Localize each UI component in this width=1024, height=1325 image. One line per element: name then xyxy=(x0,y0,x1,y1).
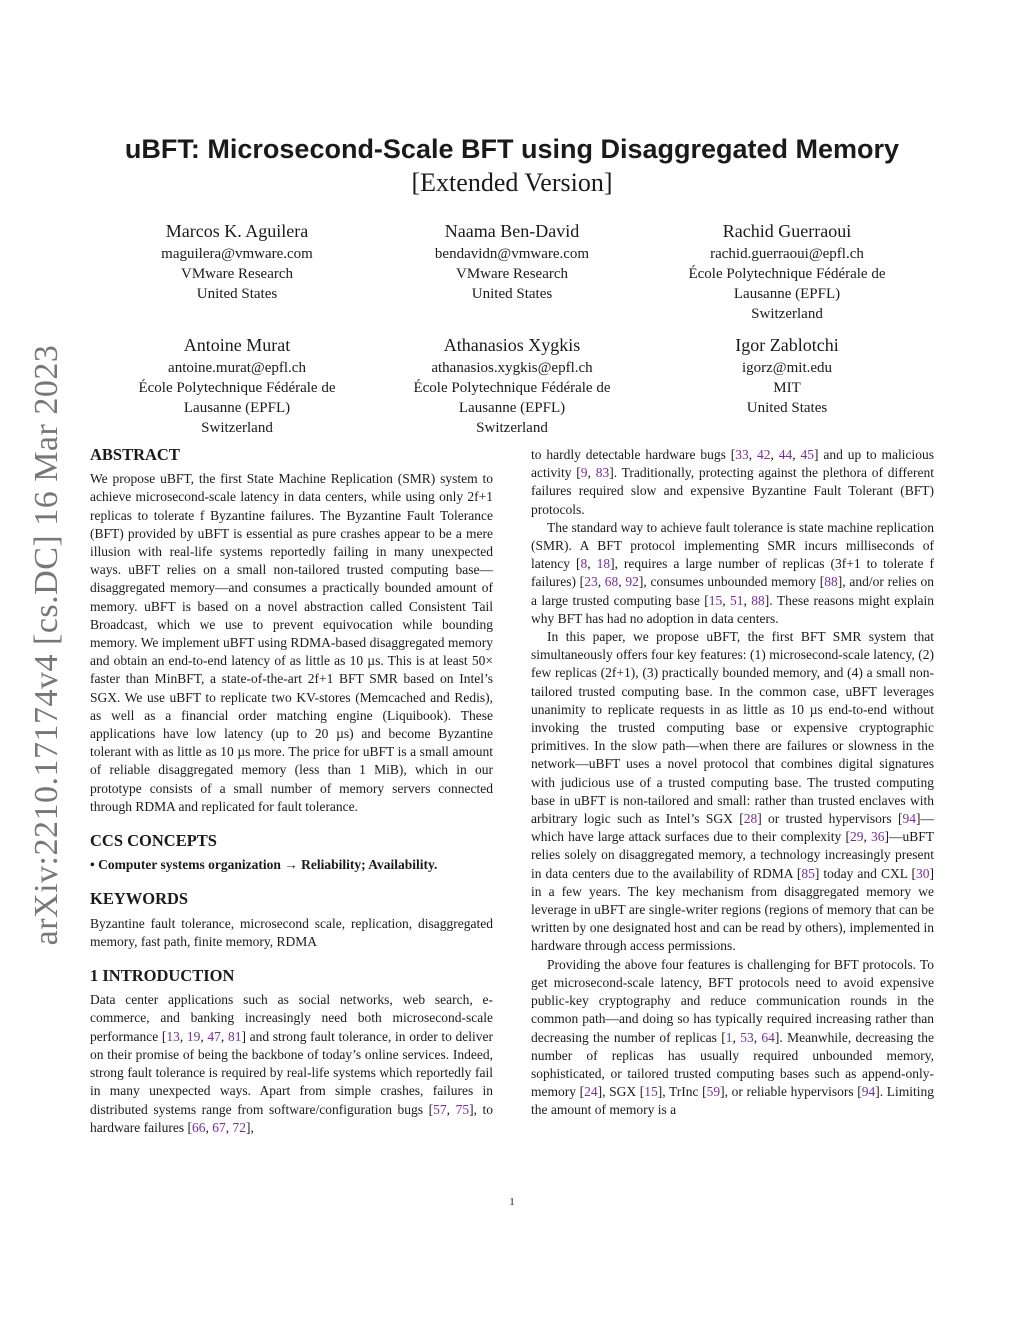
citation-link[interactable]: 18 xyxy=(596,556,611,572)
citation-link[interactable]: 94 xyxy=(861,1084,876,1100)
citation-link[interactable]: 9 xyxy=(580,465,588,481)
author-affiliation: Lausanne (EPFL) xyxy=(733,286,841,302)
citation-link[interactable]: 19 xyxy=(186,1028,201,1044)
author-email[interactable]: rachid.guerraoui@epfl.ch xyxy=(710,246,864,262)
ccs-text: • Computer systems organization → Reliability; Availability. xyxy=(90,857,438,873)
intro-paragraph: Providing the above four features is challenging for BFT protocols. To get microsecond-scale latency, BFT protocols need to avoid expensive public-key cryptography and reduce communication rounds in the common path—and doing so has typically required increasing rather than decreasing the number of replicas [1, 53, 64]. Meanwhile, decreasing the number of replicas has usually required unbounded memory, sophisticated, or tailored trusted computing bases such as append-only-memory [24], SGX [15], TrInc [59], or reliable hypervisors [94]. Limiting the amount of memory is a xyxy=(531,956,935,1118)
keywords-text: Byzantine fault tolerance, microsecond scale, replication, disaggregated memory, fast path, finite memory, RDMA xyxy=(90,915,493,949)
author-name: Naama Ben-David xyxy=(444,221,580,241)
author-block xyxy=(107,334,367,438)
citation-link[interactable]: 88 xyxy=(824,574,838,590)
intro-paragraph: The standard way to achieve fault tolerance is state machine replication (SMR). A BFT protocol implementing SMR incurs milliseconds of latency [8, 18], requires a large number of replicas (3f+1 to tolerate f failures) [23, 68, 92], consumes unbounded memory [88], and/or relies on a large trusted computing base [15, 51, 88]. These reasons might explain why BFT has had no adoption in data centers. xyxy=(531,519,935,626)
keywords-heading: KEYWORDS xyxy=(90,889,189,909)
citation-link[interactable]: 53 xyxy=(740,1029,754,1045)
citation-link[interactable]: 51 xyxy=(730,592,744,608)
author-affiliation: École Polytechnique Fédérale de xyxy=(688,266,886,282)
citation-link[interactable]: 88 xyxy=(751,592,765,608)
author-affiliation: École Polytechnique Fédérale de xyxy=(413,380,611,396)
citation-link[interactable]: 64 xyxy=(761,1029,775,1045)
author-name: Athanasios Xygkis xyxy=(443,335,581,355)
citation-link[interactable]: 67 xyxy=(212,1119,226,1135)
author-name: Rachid Guerraoui xyxy=(722,221,852,241)
citation-link[interactable]: 85 xyxy=(801,865,815,881)
author-affiliation: Switzerland xyxy=(476,420,548,436)
page-number: 1 xyxy=(509,1196,515,1208)
author-affiliation: United States xyxy=(471,286,553,302)
citation-link[interactable]: 44 xyxy=(778,447,793,462)
abstract-heading: ABSTRACT xyxy=(90,445,180,464)
citation-link[interactable]: 81 xyxy=(227,1028,242,1044)
author-affiliation: Lausanne (EPFL) xyxy=(183,400,291,416)
left-column xyxy=(90,446,493,1137)
citation-link[interactable]: 13 xyxy=(166,1028,180,1044)
author-affiliation: VMware Research xyxy=(180,266,294,282)
citation-link[interactable]: 57 xyxy=(433,1101,447,1117)
author-affiliation: United States xyxy=(196,286,278,302)
author-email[interactable]: maguilera@vmware.com xyxy=(161,246,313,262)
citation-link[interactable]: 8 xyxy=(580,556,588,572)
citation-link[interactable]: 68 xyxy=(604,574,619,590)
author-email[interactable]: athanasios.xygkis@epfl.ch xyxy=(431,360,593,376)
citation-link[interactable]: 28 xyxy=(743,811,758,827)
author-name: Antoine Murat xyxy=(183,335,291,355)
author-name: Igor Zablotchi xyxy=(735,335,839,355)
author-block xyxy=(382,220,642,304)
author-affiliation: VMware Research xyxy=(455,266,569,282)
intro-heading: 1 INTRODUCTION xyxy=(90,966,235,986)
citation-link[interactable]: 30 xyxy=(916,865,930,881)
intro-paragraph: to hardly detectable hardware bugs [33, 42, 44, 45] and up to malicious activity [9, 83]. Traditionally, protecting against the plethora of different failures required slow and expensive Byzantine Fault Tolerant (BFT) protocols. xyxy=(531,447,935,517)
author-block xyxy=(107,220,367,304)
author-email[interactable]: igorz@mit.edu xyxy=(741,360,833,376)
citation-link[interactable]: 36 xyxy=(870,829,885,845)
citation-link[interactable]: 15 xyxy=(708,592,723,608)
citation-link[interactable]: 66 xyxy=(191,1119,206,1135)
citation-link[interactable]: 75 xyxy=(455,1101,470,1117)
author-affiliation: Lausanne (EPFL) xyxy=(458,400,566,416)
author-name: Marcos K. Aguilera xyxy=(165,221,309,241)
author-affiliation: United States xyxy=(746,400,828,416)
citation-link[interactable]: 83 xyxy=(595,465,610,481)
citation-link[interactable]: 59 xyxy=(706,1084,721,1100)
author-block xyxy=(657,334,917,418)
author-affiliation: Switzerland xyxy=(751,306,823,322)
ccs-heading: CCS CONCEPTS xyxy=(90,831,217,851)
citation-link[interactable]: 42 xyxy=(757,447,771,462)
right-column xyxy=(531,446,934,1120)
arxiv-id: arXiv:2210.17174v4 [cs.DC] 16 Mar 2023 xyxy=(28,344,65,946)
intro-paragraph: Data center applications such as social networks, web search, e-commerce, and banking increasingly need both microsecond-scale performance [13, 19, 47, 81] and strong fault tolerance, in order to deliver on their promise of being the backbone of today’s online services. Indeed, strong fault tolerance is required by real-life systems which reportedly fail in many unexpected ways. Apart from simple crashes, failures in distributed systems range from software/configuration bugs [57, 75], to hardware failures [66, 67, 72], xyxy=(90,992,494,1135)
citation-link[interactable]: 94 xyxy=(902,811,916,827)
author-affiliation: École Polytechnique Fédérale de xyxy=(138,380,336,396)
paper-title: uBFT: Microsecond-Scale BFT using Disaggregated Memory xyxy=(124,134,900,164)
citation-link[interactable]: 15 xyxy=(644,1084,658,1100)
citation-link[interactable]: 24 xyxy=(584,1084,598,1100)
intro-paragraph: In this paper, we propose uBFT, the first BFT SMR system that simultaneously offers four key features: (1) microsecond-scale latency, (2) few replicas (2f+1), (3) practically bounded memory, and (4) a small non-tailored trusted computing base. In the common case, uBFT leverages unanimity to replicate requests in as little as 10 µs end-to-end without invoking the trusted computing base or expensive cryptographic primitives. In the slow path—when there are failures or slowness in the network—uBFT uses a novel protocol that combines digital signatures with judicious use of a trusted computing base. The trusted computing base in uBFT is non-tailored and small: rather than trusted enclaves with arbitrary logic such as Intel’s SGX [28] or trusted hypervisors [94]—which have large attack surfaces due to their complexity [29, 36]—uBFT relies solely on disaggregated memory, a technology increasingly present in data centers due to the availability of RDMA [85] today and CXL [30] in a few years. The key mechanism from disaggregated memory we leverage in uBFT are single-writer regions (regions of memory that can be written by one designated host and can be read by others), implemented in hardware through access permissions. xyxy=(531,629,934,954)
citation-link[interactable]: 23 xyxy=(584,574,598,590)
abstract-text: We propose uBFT, the first State Machine Replication (SMR) system to achieve microsecond-scale latency in data centers, while using only 2f+1 replicas to tolerate f Byzantine failures. The Byzantine Fault Tolerance (BFT) provided by uBFT is essential as pure crashes appear to be a mere illusion with real-life systems reportedly failing in many unexpected ways. uBFT relies on a small non-tailored trusted computing base—disaggregated memory—and consumes a practically bounded amount of memory. uBFT is based on a novel abstraction called Consistent Tail Broadcast, which we use to prevent equivocation while bounding memory. We implement uBFT using RDMA-based disaggregated memory and obtain an end-to-end latency of as little as 10 µs. This is at least 50× faster than MinBFT, a state-of-the-art 2f+1 BFT SMR based on Intel’s SGX. We use uBFT to replicate two KV-stores (Memcached and Redis), as well as a financial order matching engine (Liquibook). These applications have low latency (up to 20 µs) and become Byzantine tolerant with as little as 10 µs more. The price for uBFT is a small amount of reliable disaggregated memory (less than 1 MiB), which in our prototype consists of a small number of memory servers connected through RDMA and replicated for fault tolerance. xyxy=(90,471,493,814)
author-block xyxy=(382,334,642,438)
citation-link[interactable]: 33 xyxy=(735,447,749,462)
author-affiliation: MIT xyxy=(773,380,801,396)
citation-link[interactable]: 29 xyxy=(849,829,864,845)
citation-link[interactable]: 1 xyxy=(725,1029,733,1045)
author-email[interactable]: antoine.murat@epfl.ch xyxy=(168,360,306,376)
author-affiliation: Switzerland xyxy=(201,420,273,436)
author-block xyxy=(657,220,917,324)
author-email[interactable]: bendavidn@vmware.com xyxy=(434,246,590,262)
paper-subtitle: [Extended Version] xyxy=(411,168,613,197)
citation-link[interactable]: 92 xyxy=(625,574,639,590)
citation-link[interactable]: 47 xyxy=(207,1028,221,1044)
citation-link[interactable]: 72 xyxy=(232,1119,246,1135)
citation-link[interactable]: 45 xyxy=(800,447,815,462)
